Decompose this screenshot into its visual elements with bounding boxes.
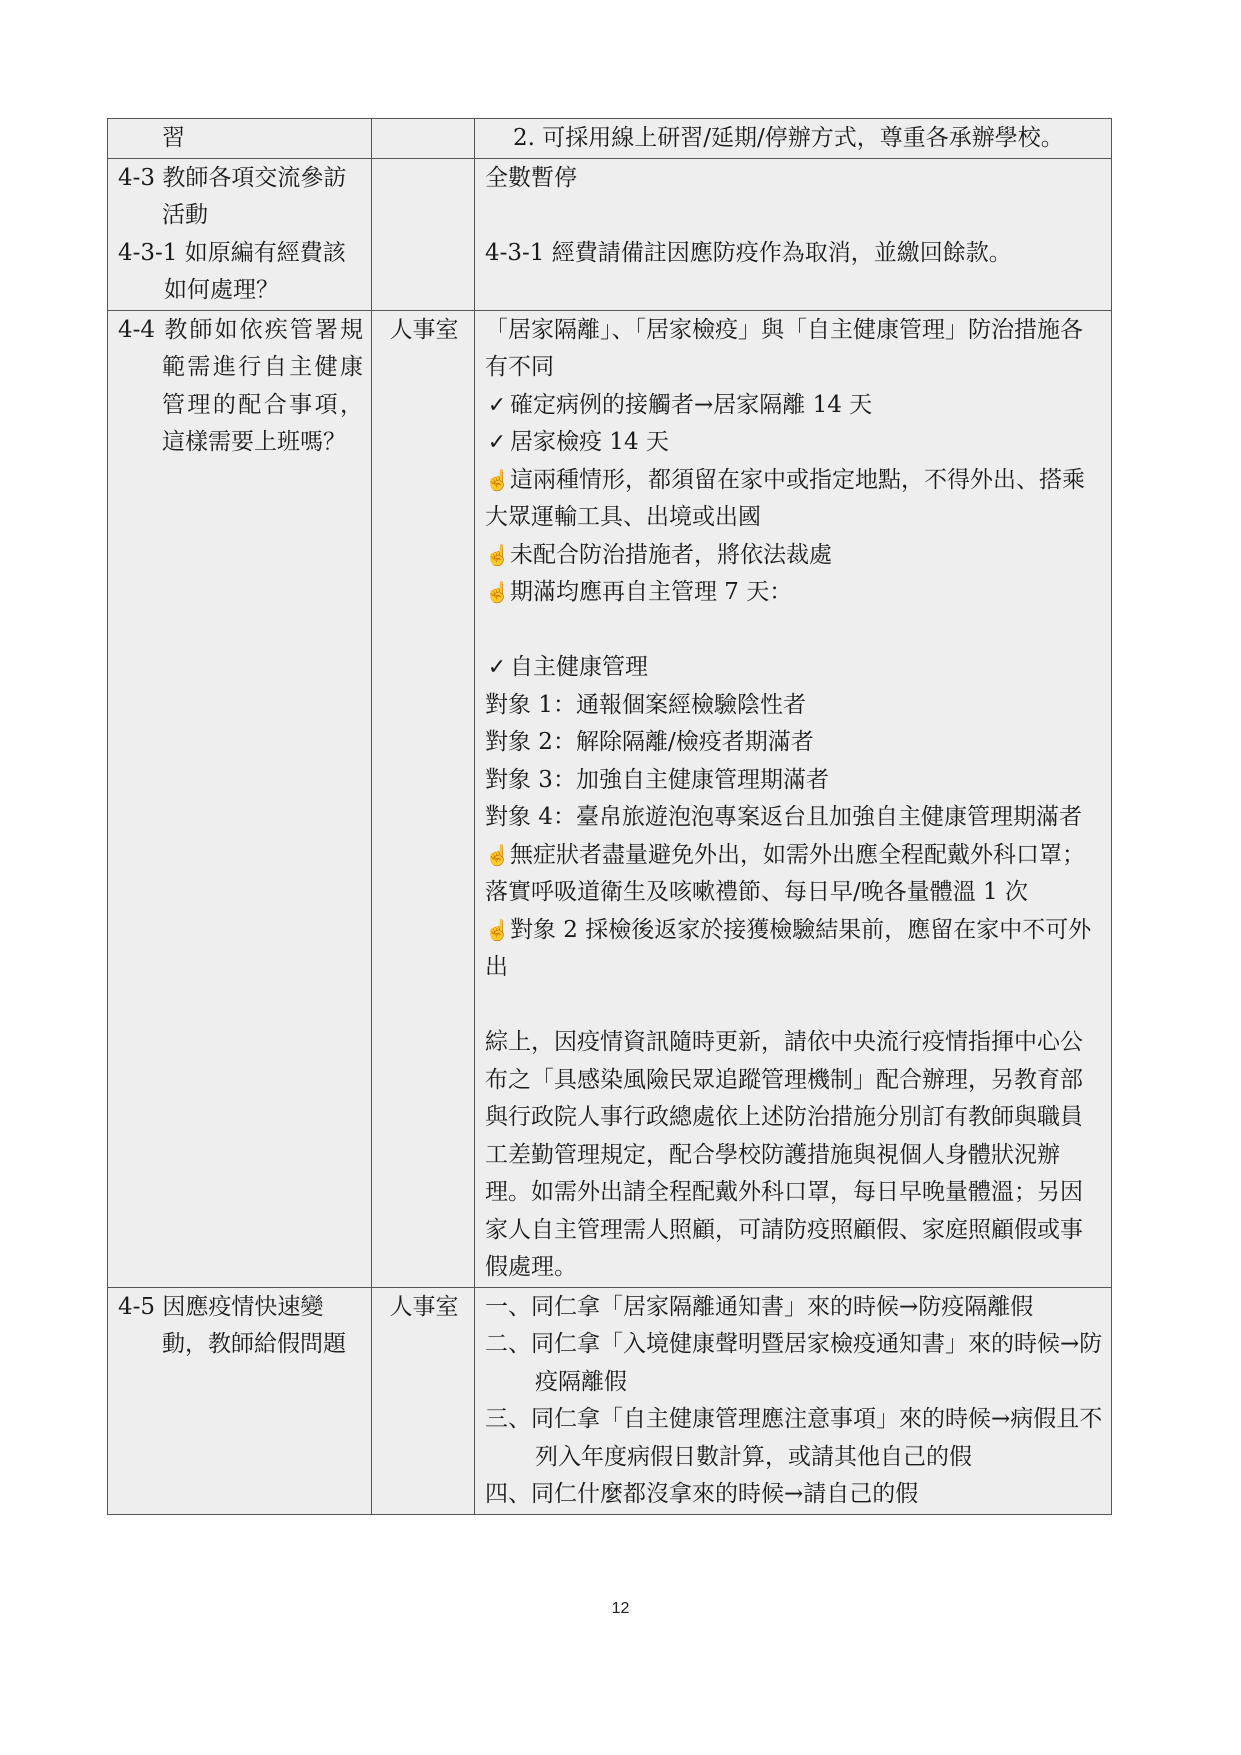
check-mark-icon [485, 649, 509, 687]
answer-numbered-item: 二、同仁拿「入境健康聲明暨居家檢疫通知書」來的時候→防疫隔離假 [485, 1331, 1103, 1395]
check-mark-icon [485, 387, 509, 425]
answer-blank [485, 197, 1103, 235]
answer-summary: 綜上，因疫情資訊隨時更新，請依中央流行疫情指揮中心公布之「具感染風險民眾追蹤管理機制」配合辦理，另教育部與行政院人事行政總處依上述防治措施分別訂有教師與職員工差勤管理規定，配合學校防護措施與視個人身體狀況辦理。如需外出請全程配戴外科口罩，每日早晚量體溫；另因家人自主管理需人照顧，可請防疫照顧假、家庭照顧假或事假處理。 [485, 1029, 1083, 1280]
topic-text: 4-5 因應疫情快速變動，教師給假問題 [118, 1293, 346, 1357]
answer-item [485, 837, 1103, 912]
unit-text: 人事室 [389, 316, 459, 343]
answer-numbered-item: 三、同仁拿「自主健康管理應注意事項」來的時候→病假且不列入年度病假日數計算，或請其他自己的假 [485, 1406, 1103, 1470]
answer-text: 4-3-1 經費請備註因應防疫作為取消，並繳回餘款。 [485, 239, 1012, 266]
answer-item-text: 這兩種情形，都須留在家中或指定地點，不得外出、搭乘大眾運輸工具、出境或出國 [485, 466, 1085, 530]
answer-cell [475, 1287, 1112, 1514]
answer-item [485, 462, 1103, 537]
answer-item-text: 居家檢疫 14 天 [510, 429, 669, 455]
pointing-hand-icon [485, 912, 509, 950]
topic-text: 4-4 教師如依疾管署規範需進行自主健康管理的配合事項，這樣需要上班嗎？ [118, 316, 363, 455]
answer-text: 對象 1：通報個案經檢驗陰性者 [485, 691, 806, 718]
answer-item-text: 確定病例的接觸者→居家隔離 14 天 [510, 391, 873, 418]
unit-cell [372, 158, 475, 310]
answer-item [485, 574, 1103, 612]
topic-cell [108, 1287, 372, 1514]
answer-text: 全數暫停 [485, 164, 577, 191]
topic-cell [108, 310, 372, 1287]
answer-item [485, 649, 1103, 687]
unit-cell [372, 310, 475, 1287]
answer-cell [475, 119, 1112, 159]
answer-numbered-item: 一、同仁拿「居家隔離通知書」來的時候→防疫隔離假 [485, 1293, 1034, 1320]
answer-numbered-item: 四、同仁什麼都沒拿來的時候→請自己的假 [485, 1481, 919, 1507]
answer-item [485, 537, 1103, 575]
topic-text: 4-3 教師各項交流參訪活動 [118, 164, 347, 228]
pointing-hand-icon [485, 837, 509, 875]
check-mark-icon [485, 424, 509, 462]
page-number: 12 [611, 1600, 630, 1617]
answer-item-text: 期滿均應再自主管理 7 天： [510, 579, 793, 605]
answer-cell [475, 310, 1112, 1287]
topic-subtext: 4-3-1 如原編有經費該如何處理？ [118, 239, 346, 303]
table-row [108, 158, 1112, 310]
answer-item-text: 對象 2 採檢後返家於接獲檢驗結果前，應留在家中不可外出 [485, 916, 1092, 980]
topic-text: 習 [162, 125, 185, 151]
unit-cell [372, 1287, 475, 1514]
answer-item-text: 無症狀者盡量避免外出，如需外出應全程配戴外科口罩；落實呼吸道衛生及咳嗽禮節、每日早/晚各量體溫 1 次 [485, 841, 1085, 905]
answer-text: 對象 3：加強自主健康管理期滿者 [485, 766, 829, 793]
answer-item [485, 424, 1103, 462]
answer-item-text: 自主健康管理 [510, 654, 648, 680]
table-row [108, 310, 1112, 1287]
answer-text: 2. 可採用線上研習/延期/停辦方式，尊重各承辦學校。 [513, 125, 1064, 151]
answer-text: 「居家隔離」、「居家檢疫」與「自主健康管理」防治措施各有不同 [485, 316, 1083, 380]
answer-blank [485, 612, 1103, 650]
answer-cell [475, 158, 1112, 310]
unit-cell [372, 119, 475, 159]
topic-cell [108, 119, 372, 159]
pointing-hand-icon [485, 462, 509, 500]
pointing-hand-icon [485, 537, 509, 575]
answer-blank [485, 987, 1103, 1025]
unit-text: 人事室 [389, 1293, 459, 1320]
faq-table [107, 118, 1112, 1515]
pointing-hand-icon [485, 574, 509, 612]
answer-text: 對象 4：臺帛旅遊泡泡專案返台且加強自主健康管理期滿者 [485, 804, 1082, 830]
answer-item-text: 未配合防治措施者，將依法裁處 [510, 541, 832, 568]
answer-text: 對象 2：解除隔離/檢疫者期滿者 [485, 729, 814, 755]
answer-item [485, 912, 1103, 987]
table-row [108, 119, 1112, 159]
topic-cell [108, 158, 372, 310]
answer-item [485, 387, 1103, 425]
table-row [108, 1287, 1112, 1514]
